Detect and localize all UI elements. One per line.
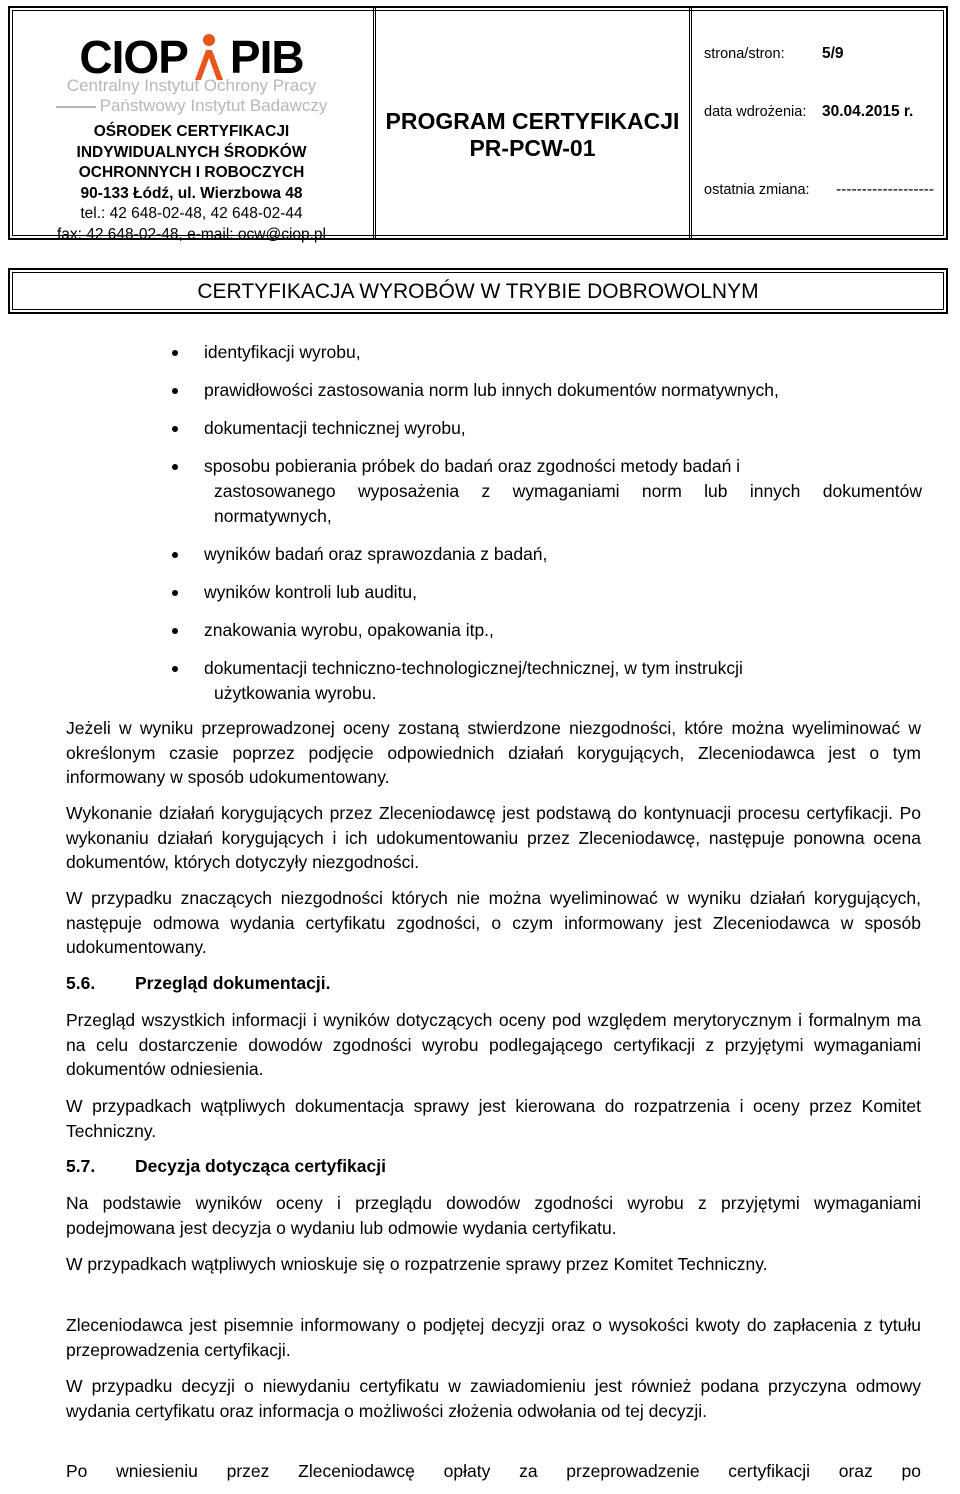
section-title: Decyzja dotycząca certyfikacji: [135, 1156, 386, 1176]
paragraph-client-notice: Zleceniodawca jest pisemnie informowany o podjętej decyzji oraz o wysokości kwoty do zapłacenia z tytułu przeprowadzenia certyfikacji.: [66, 1315, 921, 1360]
paragraph-corrective-info: Jeżeli w wyniku przeprowadzonej oceny zostaną stwierdzone niezgodności, które można wyeliminować w określonym czasie poprzez podjęcie odpowiednich działań korygujących, Zleceniodawca jest o tym informowany w sposób udokumentowany.: [66, 718, 921, 787]
paragraph-refusal: W przypadku znaczących niezgodności których nie można wyeliminować w wyniku działań korygujących, następuje odmowa wydania certyfikatu zgodności, o czym informowany jest Zleceniodawca w sposób udokumentowany.: [66, 888, 921, 957]
date-row: [704, 104, 940, 120]
paragraph-decision: Na podstawie wyników oceny i przeglądu dowodów zgodności wyrobu z przyjętymi wymaganiami podejmowana jest decyzja o wydaniu lub odmowie wydania certyfikatu.: [66, 1193, 921, 1238]
review-scope-list: [172, 340, 922, 706]
office-address: [10, 122, 373, 245]
section-title: Przegląd dokumentacji.: [135, 973, 331, 993]
change-label: ostatnia zmiana:: [704, 182, 810, 198]
office-phone: tel.: 42 648-02-48, 42 648-02-44: [80, 205, 303, 222]
logo-text-left: CIOP: [79, 31, 188, 83]
paragraph-corrective-actions: Wykonanie działań korygujących przez Zleceniodawcę jest podstawą do kontynuacji procesu certyfikacji. Po wykonaniu działań korygujących i ich udokumentowaniu przez Zleceniodawcę, następuje ponowna ocena dokumentów, których dotyczyły niezgodności.: [66, 803, 921, 872]
list-item: wyników kontroli lub auditu,: [172, 580, 922, 605]
list-item: dokumentacji techniczno-technologicznej/technicznej, w tym instrukcji użytkowania wyrobu.: [172, 656, 922, 706]
ciop-pib-logo: [10, 31, 373, 83]
office-name-3: OCHRONNYCH I ROBOCZYCH: [78, 164, 305, 181]
program-name: PROGRAM CERTYFIKACJI: [385, 108, 680, 134]
header-institution: [10, 8, 376, 243]
section-heading-5-6: [66, 973, 330, 994]
page-label: strona/stron:: [704, 46, 785, 62]
paragraph-payment: Po wniesieniu przez Zleceniodawcę opłaty za przeprowadzenie certyfikacji oraz po: [66, 1461, 921, 1481]
paragraph-review: Przegląd wszystkich informacji i wyników dotyczących oceny pod względem merytorycznym i formalnym ma na celu dostarczenie dowodów zgodności wyrobu podlegającego certyfikacji z przyjętymi wymaganiami dokumentów odniesienia.: [66, 1010, 921, 1079]
office-name-2: INDYWIDUALNYCH ŚRODKÓW: [76, 143, 307, 161]
change-row: [704, 182, 940, 198]
office-name-1: OŚRODEK CERTYFIKACJI: [93, 123, 290, 140]
change-value: -------------------: [836, 181, 935, 198]
program-title: [376, 108, 689, 162]
header-program: [376, 8, 692, 238]
document-header: [8, 6, 948, 243]
paragraph-technical-committee: W przypadkach wątpliwych dokumentacja sprawy jest kierowana do rozpatrzenia i oceny przez Komitet Techniczny.: [66, 1096, 921, 1141]
program-code: PR-PCW-01: [469, 135, 596, 161]
header-meta: [692, 8, 946, 238]
list-item: znakowania wyrobu, opakowania itp.,: [172, 618, 922, 643]
list-item: dokumentacji technicznej wyrobu,: [172, 416, 922, 441]
office-street: 90-133 Łódź, ul. Wierzbowa 48: [80, 184, 303, 202]
institute-name: Centralny Instytut Ochrony Pracy: [66, 76, 317, 95]
date-value: 30.04.2015 r.: [822, 103, 914, 120]
list-item: prawidłowości zastosowania norm lub innych dokumentów normatywnych,: [172, 378, 922, 403]
section-heading-5-7: [66, 1156, 386, 1177]
logo-text-right: PIB: [229, 31, 304, 83]
office-fax-email: fax: 42 648-02-48, e-mail: ocw@ciop.pl: [56, 225, 327, 243]
paragraph-refusal-reason: W przypadku decyzji o niewydaniu certyfikatu w zawiadomieniu jest również podana przyczyna odmowy wydania certyfikatu oraz informacja o możliwości złożenia odwołania od tej decyzji.: [66, 1376, 921, 1421]
document-title: CERTYFIKACJA WYROBÓW W TRYBIE DOBROWOLNYM: [8, 268, 948, 314]
logo-figure-icon: [192, 34, 226, 80]
list-item: identyfikacji wyrobu,: [172, 340, 922, 365]
institute-subtitle: Państwowy Instytut Badawczy: [10, 96, 373, 116]
list-item: sposobu pobierania próbek do badań oraz zgodności metody badań i zastosowanego wyposażenia z wymaganiami norm lub innych dokumentów normatywnych,: [172, 454, 922, 529]
page-row: [704, 46, 940, 62]
list-item: wyników badań oraz sprawozdania z badań,: [172, 542, 922, 567]
section-number: 5.7.: [66, 1156, 96, 1176]
paragraph-doubtful-cases: W przypadkach wątpliwych wnioskuje się o rozpatrzenie sprawy przez Komitet Techniczny.: [66, 1254, 768, 1274]
page-number: 5/9: [822, 45, 844, 62]
date-label: data wdrożenia:: [704, 104, 807, 120]
section-number: 5.6.: [66, 973, 96, 993]
